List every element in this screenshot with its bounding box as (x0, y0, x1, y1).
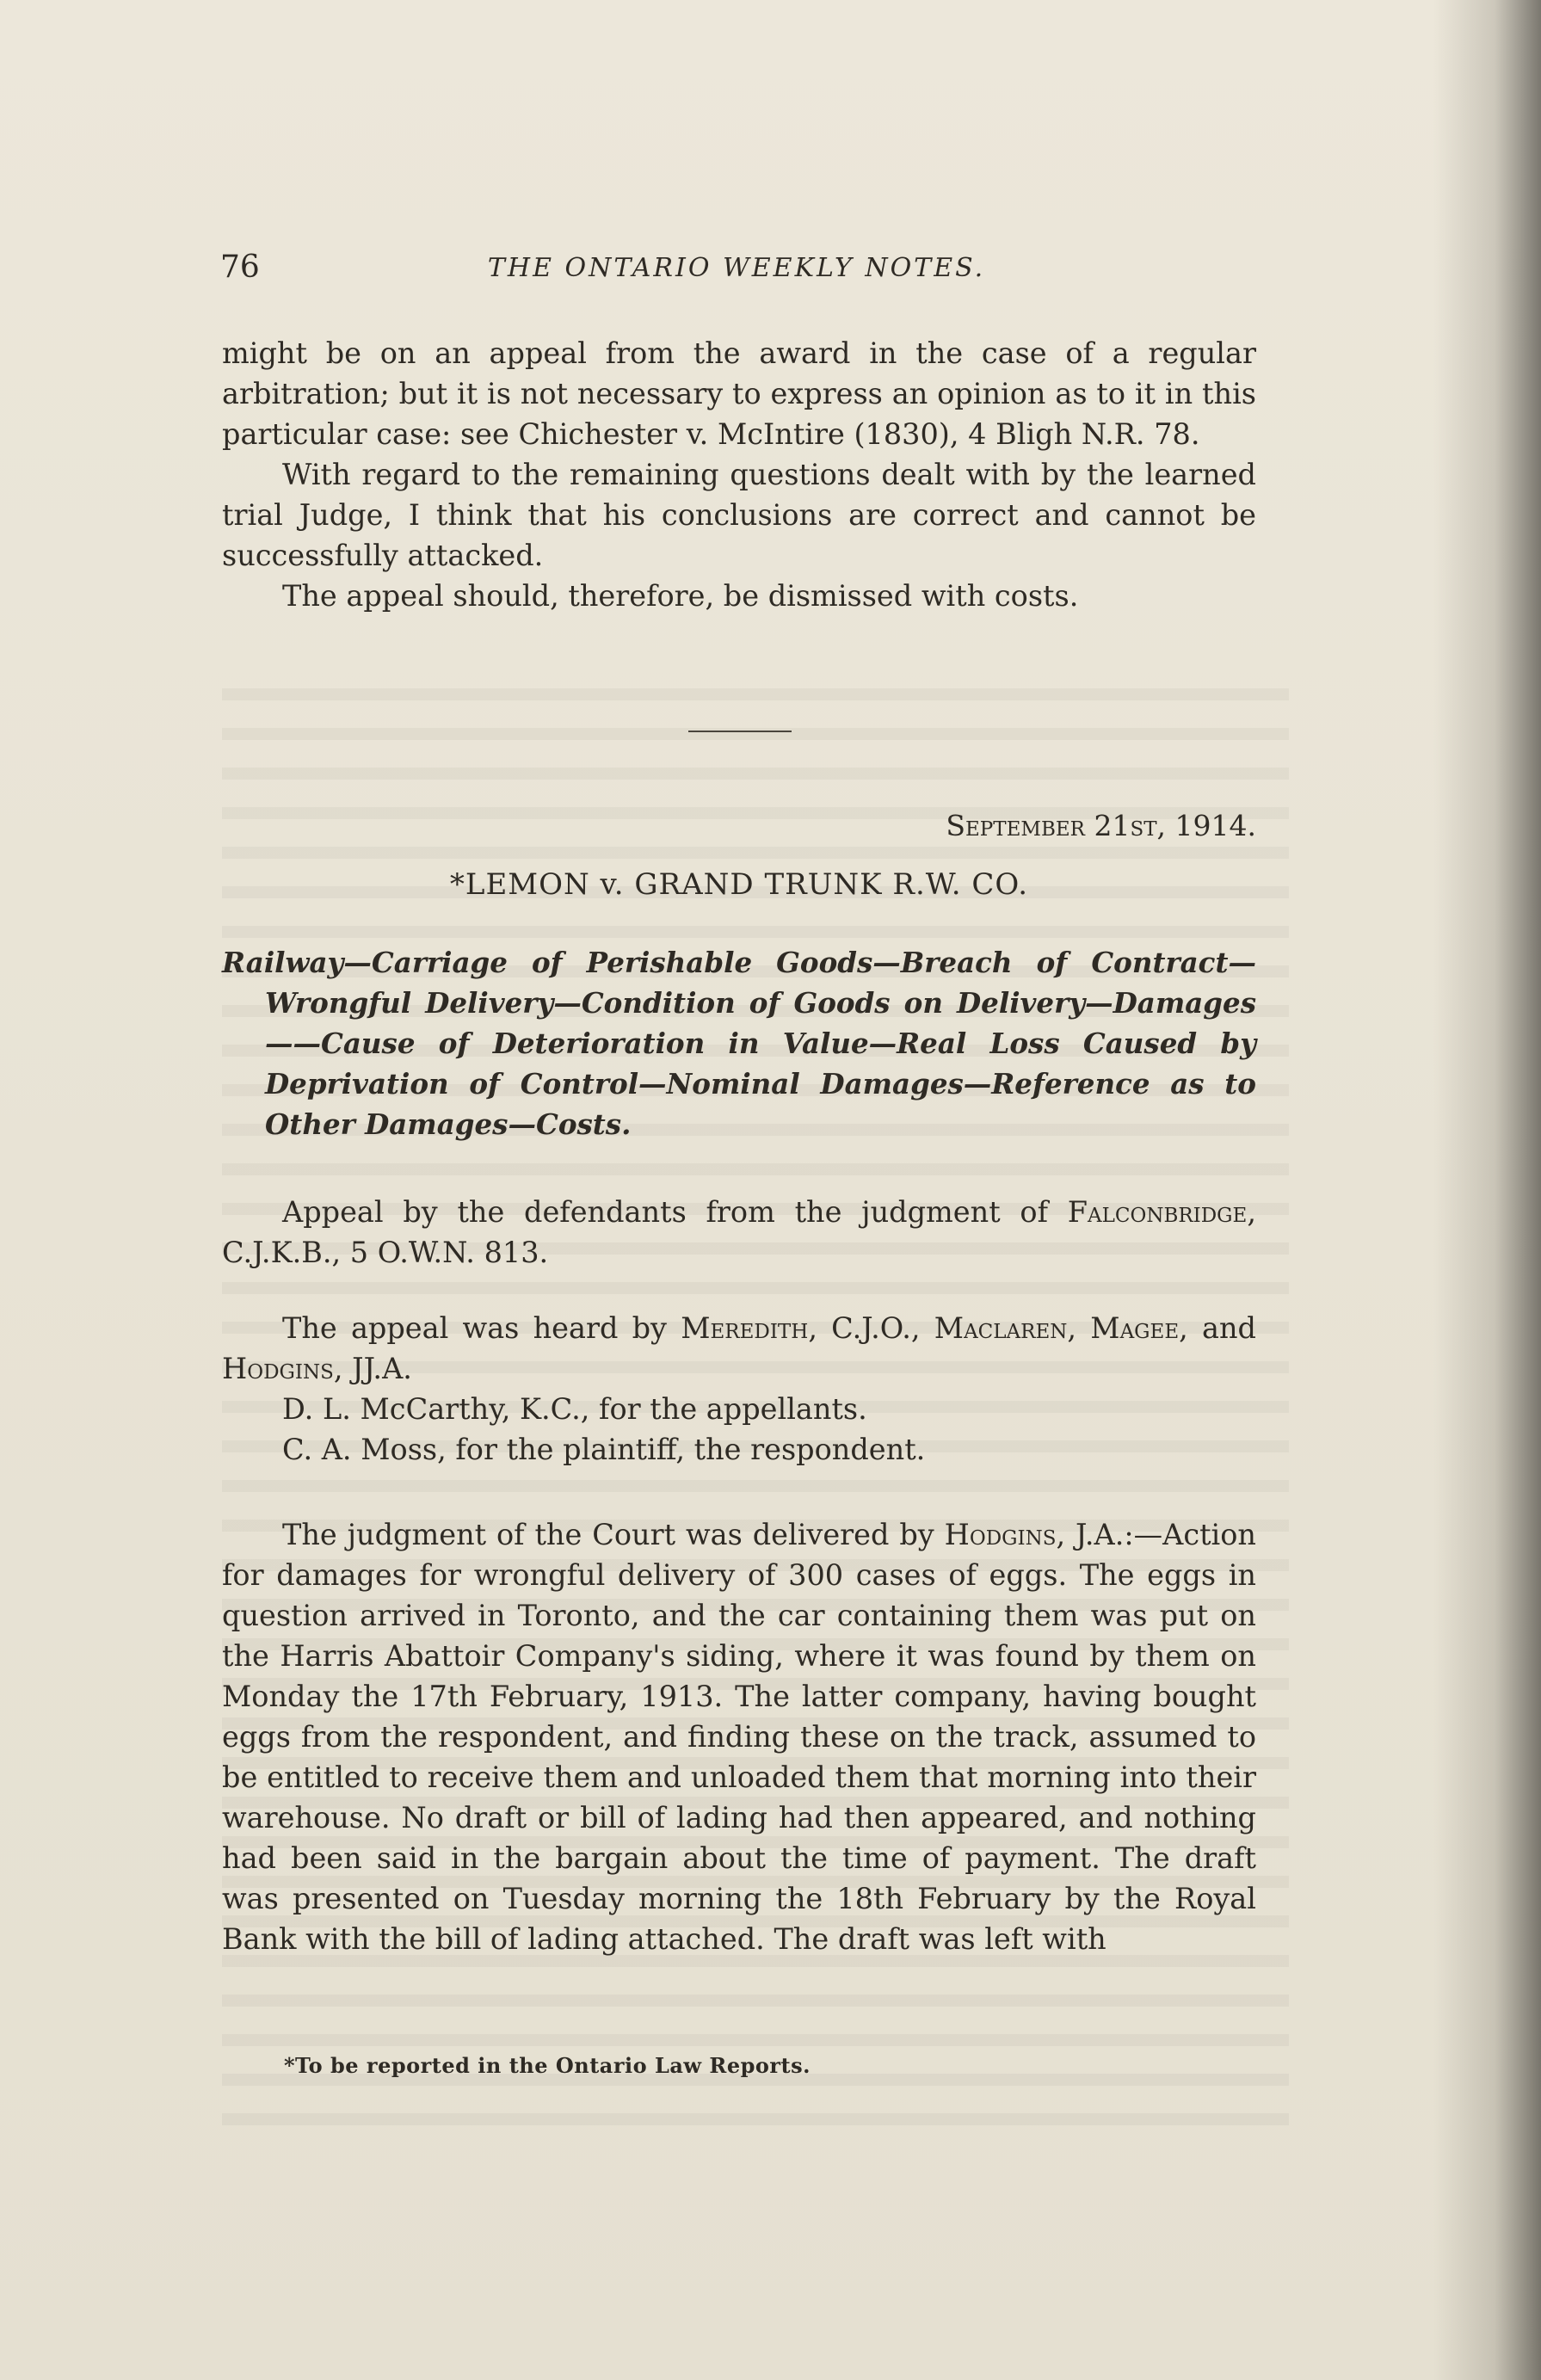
page-number: 76 (220, 250, 260, 285)
paragraph: The appeal should, therefore, be dismissed with costs. (282, 579, 1079, 613)
running-title: THE ONTARIO WEEKLY NOTES. (487, 253, 986, 283)
judge-name: Hodgins (222, 1352, 334, 1385)
appeal-paragraph: Appeal by the defendants from the judgment of Falconbridge, C.J.K.B., 5 O.W.N. 813. (222, 1195, 1257, 1269)
judge-name: Falconbridge (1067, 1195, 1248, 1229)
hearing-block (222, 1308, 1256, 1470)
judge-name: Meredith (681, 1311, 809, 1345)
page-header (220, 250, 1253, 301)
previous-case-text (222, 333, 1256, 616)
section-divider (688, 731, 792, 732)
case-date: September 21st, 1914. (946, 809, 1256, 842)
judge-name: Hodgins (944, 1518, 1057, 1551)
paragraph: might be on an appeal from the award in the case of a regular arbitration; but it is not necessary to express an opinion as to it in this particular case: see Chichester v. McIntire (1830), 4 Bligh N.R. 78. (222, 336, 1256, 451)
headnote: Railway—Carriage of Perishable Goods—Breach of Contract—Wrongful Delivery—Condition of Goods on Delivery—Damages——Cause of Deterioration in Value—Real Loss Caused by Deprivation of Control—Nominal Damages—Reference as to Other Damages—Costs. (222, 946, 1256, 1141)
judgment-text: The judgment of the Court was delivered by Hodgins, J.A.:—Action for damages for wrongful delivery of 300 cases of eggs. The eggs in question arrived in Toronto, and the car containing them was put on the Harris Abattoir Company's siding, where it was found by them on Monday the 17th February, 1913. The latter company, having bought eggs from the respondent, and finding these on the track, assumed to be entitled to receive them and unloaded them that morning into their warehouse. No draft or bill of lading had then appeared, and nothing had been said in the bargain about the time of payment. The draft was presented on Tuesday morning the 18th February by the Royal Bank with the bill of lading attached. The draft was left with (222, 1518, 1257, 1956)
heard-paragraph: The appeal was heard by Meredith, C.J.O., Maclaren, Magee, and Hodgins, JJ.A. (222, 1311, 1256, 1385)
paragraph: With regard to the remaining questions dealt with by the learned trial Judge, I think that his conclusions are correct and cannot be successfully attacked. (222, 458, 1256, 572)
counsel-appellants: D. L. McCarthy, K.C., for the appellants. (282, 1392, 867, 1426)
case-title: *LEMON v. GRAND TRUNK R.W. CO. (449, 867, 1029, 902)
judge-name: Magee (1090, 1311, 1180, 1345)
judge-name: Maclaren (934, 1311, 1068, 1345)
counsel-respondent: C. A. Moss, for the plaintiff, the respondent. (282, 1433, 926, 1466)
footnote: *To be reported in the Ontario Law Reports. (284, 2053, 811, 2078)
